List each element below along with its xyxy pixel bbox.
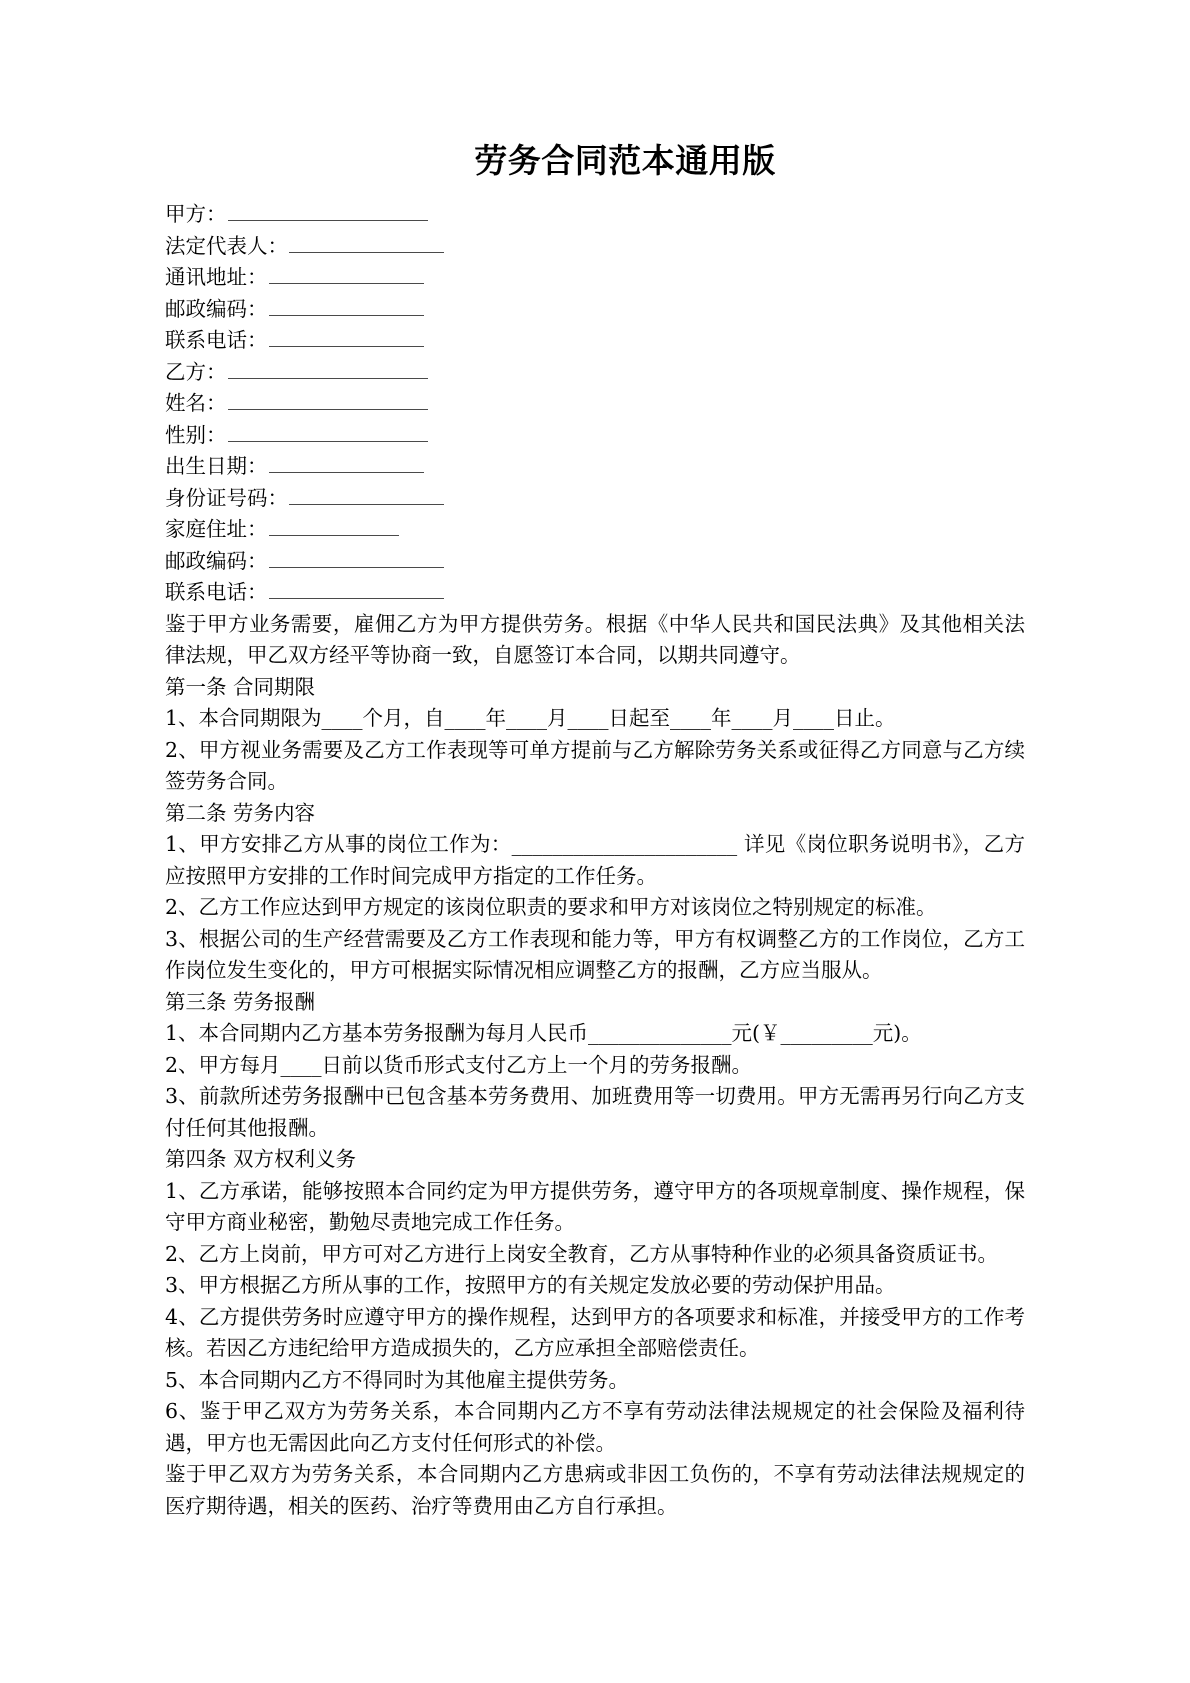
party-a-field-row bbox=[165, 231, 1025, 263]
party-b-field-label: 身份证号码： bbox=[165, 485, 288, 510]
party-b-field-row bbox=[165, 388, 1025, 420]
article-item: 3、前款所述劳务报酬中已包含基本劳务费用、加班费用等一切费用。甲方无需再另行向乙方支付任何其他报酬。 bbox=[165, 1084, 1025, 1140]
party-a-field-label: 法定代表人： bbox=[165, 233, 288, 258]
page-title: 劳务合同范本通用版 bbox=[474, 141, 776, 180]
party-a-field-list bbox=[165, 199, 1025, 357]
party-b-field-input-blank[interactable] bbox=[269, 455, 424, 473]
party-b-field-row bbox=[165, 483, 1025, 515]
party-a-field-input-blank[interactable] bbox=[228, 203, 428, 221]
party-a-field-label: 甲方： bbox=[165, 202, 227, 227]
party-b-field-label: 出生日期： bbox=[165, 454, 268, 479]
article-heading: 第二条 劳务内容 bbox=[165, 800, 316, 825]
preamble-paragraph: 鉴于甲方业务需要，雇佣乙方为甲方提供劳务。根据《中华人民共和国民法典》及其他相关法律法规，甲乙双方经平等协商一致，自愿签订本合同，以期共同遵守。 bbox=[165, 611, 1025, 668]
party-b-field-label: 姓名： bbox=[165, 391, 227, 416]
party-b-field-row bbox=[165, 514, 1025, 546]
party-b-field-input-blank[interactable] bbox=[269, 550, 444, 568]
party-b-field-list bbox=[165, 357, 1025, 609]
article-item: 3、甲方根据乙方所从事的工作，按照甲方的有关规定发放必要的劳动保护用品。 bbox=[165, 1273, 896, 1298]
party-b-field-input-blank[interactable] bbox=[228, 424, 428, 442]
article-item: 2、甲方每月____日前以货币形式支付乙方上一个月的劳务报酬。 bbox=[165, 1052, 753, 1077]
party-b-field-label: 联系电话： bbox=[165, 580, 268, 605]
party-a-field-label: 联系电话： bbox=[165, 328, 268, 353]
article-item: 1、甲方安排乙方从事的岗位工作为：______________________ 详见《岗位职务说明书》，乙方应按照甲方安排的工作时间完成甲方指定的工作任务。 bbox=[165, 832, 1025, 888]
articles-container bbox=[165, 672, 1025, 1523]
article-item: 2、乙方上岗前，甲方可对乙方进行上岗安全教育，乙方从事特种作业的必须具备资质证书。 bbox=[165, 1241, 999, 1266]
party-b-field-row bbox=[165, 451, 1025, 483]
party-a-field-row bbox=[165, 199, 1025, 231]
party-b-field-row bbox=[165, 546, 1025, 578]
party-b-field-label: 家庭住址： bbox=[165, 517, 268, 542]
article-heading: 第一条 合同期限 bbox=[165, 674, 316, 699]
party-b-field-input-blank[interactable] bbox=[269, 581, 444, 599]
party-a-field-row bbox=[165, 325, 1025, 357]
party-b-field-input-blank[interactable] bbox=[289, 487, 444, 505]
party-b-field-label: 乙方： bbox=[165, 359, 227, 384]
party-b-field-label: 性别： bbox=[165, 422, 227, 447]
party-a-field-input-blank[interactable] bbox=[269, 298, 424, 316]
article-item: 3、根据公司的生产经营需要及乙方工作表现和能力等，甲方有权调整乙方的工作岗位，乙方工作岗位发生变化的，甲方可根据实际情况相应调整乙方的报酬，乙方应当服从。 bbox=[165, 926, 1025, 983]
party-a-field-row bbox=[165, 294, 1025, 326]
article-heading: 第四条 双方权利义务 bbox=[165, 1147, 357, 1172]
article-item: 2、甲方视业务需要及乙方工作表现等可单方提前与乙方解除劳务关系或征得乙方同意与乙方续签劳务合同。 bbox=[165, 737, 1025, 794]
party-b-field-row bbox=[165, 357, 1025, 389]
party-b-field-row bbox=[165, 420, 1025, 452]
party-a-field-label: 邮政编码： bbox=[165, 296, 268, 321]
party-a-field-input-blank[interactable] bbox=[269, 266, 424, 284]
article-heading: 第三条 劳务报酬 bbox=[165, 989, 316, 1014]
party-a-field-input-blank[interactable] bbox=[269, 329, 424, 347]
party-b-field-row bbox=[165, 577, 1025, 609]
article-item: 6、鉴于甲乙双方为劳务关系，本合同期内乙方不享有劳动法律法规规定的社会保险及福利待遇，甲方也无需因此向乙方支付任何形式的补偿。 bbox=[165, 1399, 1025, 1455]
article-item: 2、乙方工作应达到甲方规定的该岗位职责的要求和甲方对该岗位之特别规定的标准。 bbox=[165, 895, 937, 920]
article-item: 鉴于甲乙双方为劳务关系，本合同期内乙方患病或非因工负伤的，不享有劳动法律法规规定的医疗期待遇，相关的医药、治疗等费用由乙方自行承担。 bbox=[165, 1462, 1025, 1518]
party-b-field-input-blank[interactable] bbox=[269, 518, 399, 536]
party-a-field-row bbox=[165, 262, 1025, 294]
article-item: 1、乙方承诺，能够按照本合同约定为甲方提供劳务，遵守甲方的各项规章制度、操作规程，保守甲方商业秘密，勤勉尽责地完成工作任务。 bbox=[165, 1178, 1025, 1235]
party-a-field-label: 通讯地址： bbox=[165, 265, 268, 290]
party-b-field-input-blank[interactable] bbox=[228, 392, 428, 410]
article-item: 1、本合同期限为____个月，自____年____月____日起至____年____月____日止。 bbox=[165, 706, 896, 731]
article-item: 1、本合同期内乙方基本劳务报酬为每月人民币______________元(￥_________元)。 bbox=[165, 1021, 922, 1046]
party-b-field-label: 邮政编码： bbox=[165, 548, 268, 573]
party-b-field-input-blank[interactable] bbox=[228, 361, 428, 379]
party-a-field-input-blank[interactable] bbox=[289, 235, 444, 253]
article-item: 4、乙方提供劳务时应遵守甲方的操作规程，达到甲方的各项要求和标准，并接受甲方的工作考核。若因乙方违纪给甲方造成损失的，乙方应承担全部赔偿责任。 bbox=[165, 1304, 1025, 1361]
article-item: 5、本合同期内乙方不得同时为其他雇主提供劳务。 bbox=[165, 1367, 630, 1392]
